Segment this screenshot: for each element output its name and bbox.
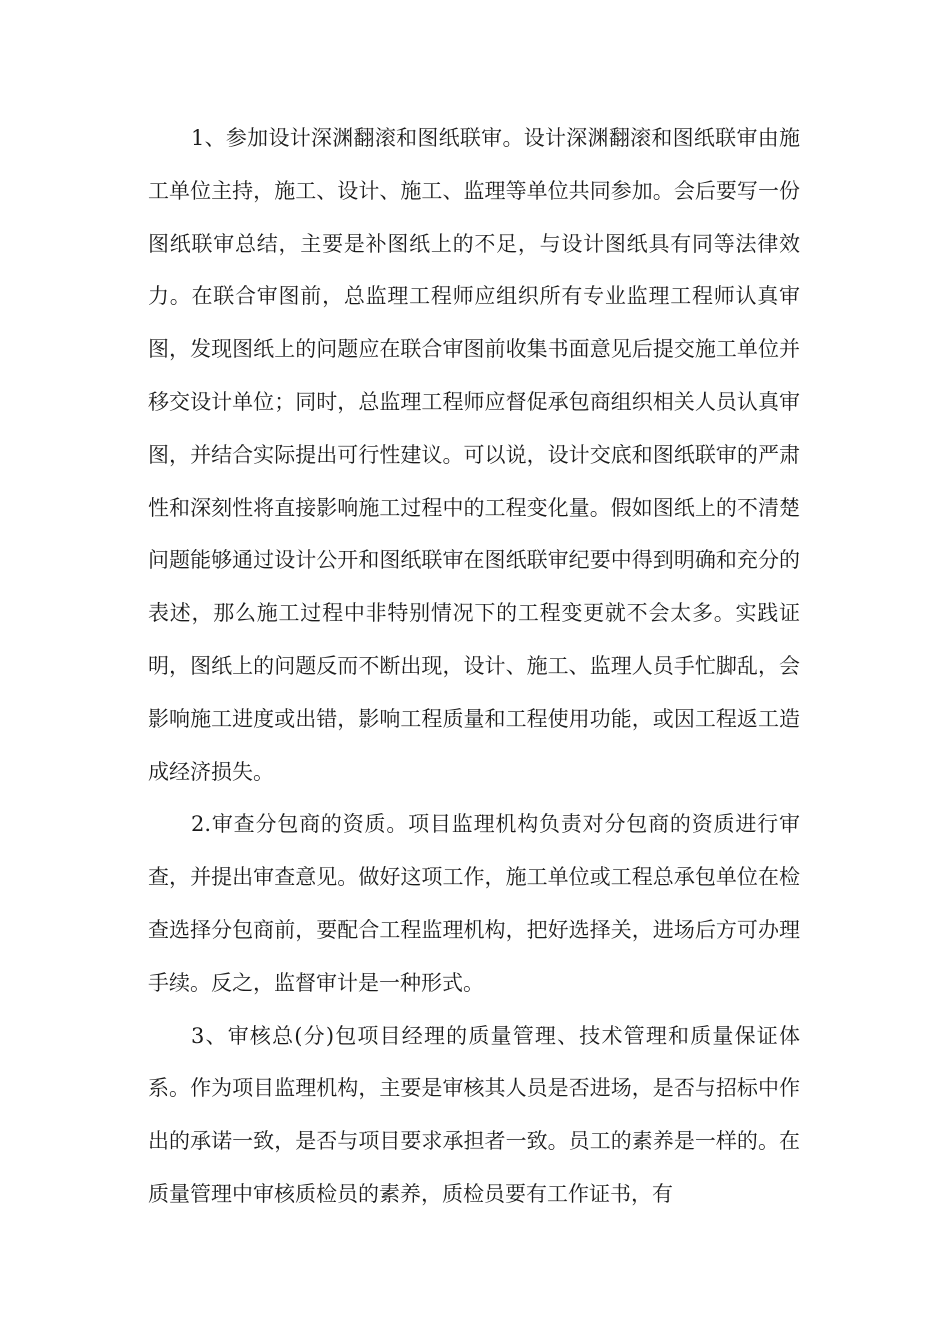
paragraph-1: 1、参加设计深渊翻滚和图纸联审。设计深渊翻滚和图纸联审由施工单位主持，施工、设计、施工、监理等单位共同参加。会后要写一份图纸联审总结，主要是补图纸上的不足，与设计图纸具有同等法律效力。在联合审图前，总监理工程师应组织所有专业监理工程师认真审图，发现图纸上的问题应在联合审图前收集书面意见后提交施工单位并移交设计单位；同时，总监理工程师应督促承包商组织相关人员认真审图，并结合实际提出可行性建议。可以说，设计交底和图纸联审的严肃性和深刻性将直接影响施工过程中的工程变化量。假如图纸上的不清楚问题能够通过设计公开和图纸联审在图纸联审纪要中得到明确和充分的表述，那么施工过程中非特别情况下的工程变更就不会太多。实践证明，图纸上的问题反而不断出现，设计、施工、监理人员手忙脚乱，会影响施工进度或出错，影响工程质量和工程使用功能，或因工程返工造成经济损失。 — [148, 126, 800, 784]
paragraph-3: 3、审核总(分)包项目经理的质量管理、技术管理和质量保证体系。作为项目监理机构，主要是审核其人员是否进场，是否与招标中作出的承诺一致，是否与项目要求承担者一致。员工的素养是一样的。在质量管理中审核质检员的素养，质检员要有工作证书，有 — [148, 1023, 800, 1206]
document-body — [148, 112, 800, 1221]
paragraph-2: 2.审查分包商的资质。项目监理机构负责对分包商的资质进行审查，并提出审查意见。做好这项工作，施工单位或工程总承包单位在检查选择分包商前，要配合工程监理机构，把好选择关，进场后方可办理手续。反之，监督审计是一种形式。 — [148, 812, 800, 995]
